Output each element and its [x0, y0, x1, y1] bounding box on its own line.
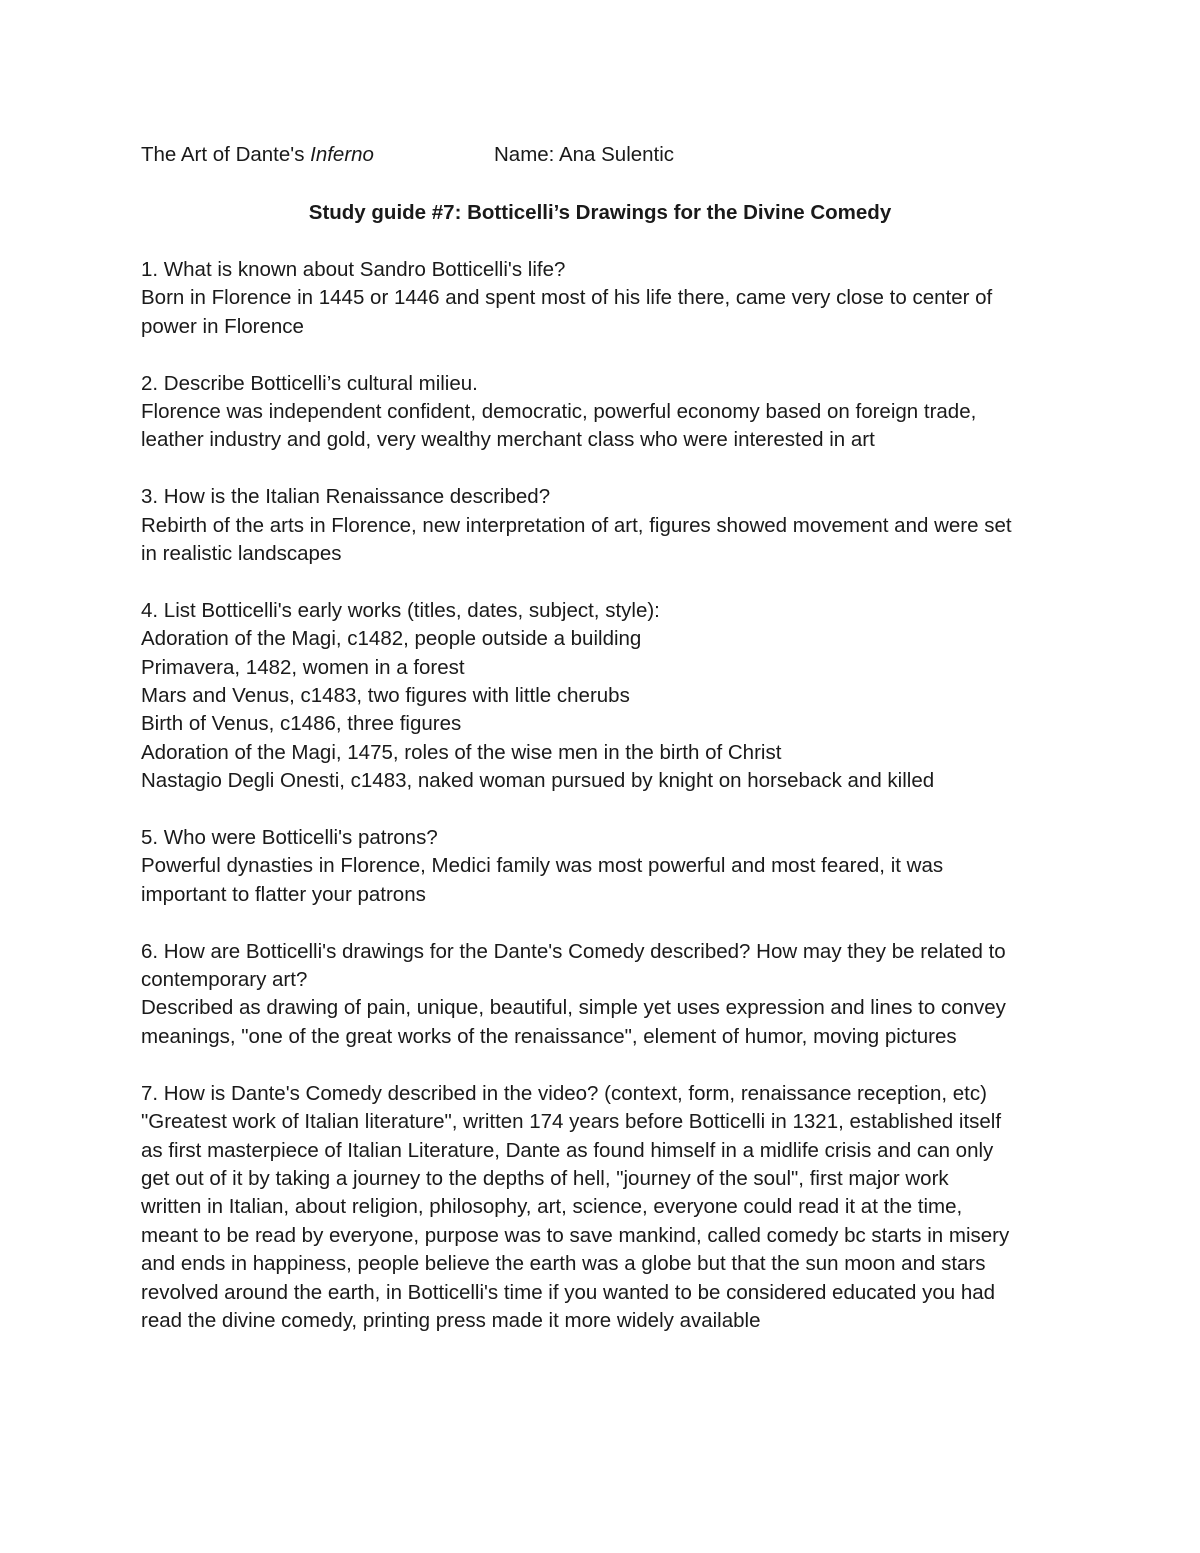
student-name: Name: Ana Sulentic [494, 143, 675, 166]
question-text: 4. List Botticelli's early works (titles, dates, subject, style): [141, 598, 660, 622]
answer-text [141, 398, 1071, 455]
course-title [141, 141, 374, 169]
answer-line: Powerful dynasties in Florence, Medici family was most powerful and most feared, it was [141, 854, 944, 878]
answer-text [141, 284, 1071, 341]
answer-line: leather industry and gold, very wealthy merchant class who were interested in art [141, 428, 875, 452]
answer-line: "Greatest work of Italian literature", written 174 years before Botticelli in 1321, established itself [141, 1110, 1002, 1134]
answer-line: Nastagio Degli Onesti, c1483, naked woman pursued by knight on horseback and killed [141, 769, 935, 793]
answer-line: revolved around the earth, in Botticelli's time if you wanted to be considered educated you had [141, 1280, 996, 1304]
course-title-prefix: The Art of Dante's [141, 143, 311, 166]
answer-line: Described as drawing of pain, unique, beautiful, simple yet uses expression and lines to convey [141, 996, 1006, 1020]
study-guide-content [141, 256, 1071, 1335]
answer-line: and ends in happiness, people believe the earth was a globe but that the sun moon and stars [141, 1252, 986, 1276]
answer-line: read the divine comedy, printing press made it more widely available [141, 1308, 761, 1332]
qa-item [141, 370, 1071, 455]
answer-text [141, 1108, 1071, 1335]
question-text: 2. Describe Botticelli’s cultural milieu. [141, 371, 478, 395]
qa-item [141, 1080, 1071, 1336]
question-text: 7. How is Dante's Comedy described in the video? (context, form, renaissance reception, etc) [141, 1081, 987, 1105]
answer-line: important to flatter your patrons [141, 882, 426, 906]
answer-line: as first masterpiece of Italian Literature, Dante as found himself in a midlife crisis and can only [141, 1138, 994, 1162]
answer-line: meant to be read by everyone, purpose was to save mankind, called comedy bc starts in misery [141, 1223, 1010, 1247]
answer-line: Primavera, 1482, women in a forest [141, 655, 465, 679]
question-text: 3. How is the Italian Renaissance described? [141, 485, 551, 509]
answer-line: meanings, "one of the great works of the renaissance", element of humor, moving pictures [141, 1024, 957, 1048]
course-title-italic: Inferno [310, 143, 374, 166]
page-title: Study guide #7: Botticelli’s Drawings for the Divine Comedy [308, 201, 892, 224]
question-text: 1. What is known about Sandro Botticelli's life? [141, 258, 566, 281]
question-text: 5. Who were Botticelli's patrons? [141, 826, 438, 850]
answer-line: Florence was independent confident, democratic, powerful economy based on foreign trade, [141, 400, 977, 424]
answer-text [141, 852, 1071, 909]
answer-line: Mars and Venus, c1483, two figures with little cherubs [141, 684, 630, 708]
answer-text [141, 994, 1071, 1051]
qa-item [141, 256, 1071, 341]
answer-line: power in Florence [141, 314, 304, 338]
qa-item [141, 938, 1071, 1052]
answer-line: Birth of Venus, c1486, three figures [141, 712, 462, 736]
answer-line: Adoration of the Magi, c1482, people outside a building [141, 627, 642, 651]
qa-item [141, 597, 1071, 796]
answer-line: Born in Florence in 1445 or 1446 and spent most of his life there, came very close to center of [141, 286, 993, 310]
answer-line: Adoration of the Magi, 1475, roles of the wise men in the birth of Christ [141, 740, 782, 764]
answer-line: Rebirth of the arts in Florence, new interpretation of art, figures showed movement and were set [141, 513, 1012, 537]
qa-item [141, 483, 1071, 568]
answer-line: in realistic landscapes [141, 542, 342, 566]
question-text: 6. How are Botticelli's drawings for the Dante's Comedy described? How may they be related to contemporary art? [141, 939, 1006, 992]
answer-line: written in Italian, about religion, philosophy, art, science, everyone could read it at the time, [141, 1195, 963, 1219]
answer-text [141, 512, 1071, 569]
answer-text [141, 625, 1071, 795]
qa-item [141, 824, 1071, 909]
answer-line: get out of it by taking a journey to the depths of hell, "journey of the soul", first major work [141, 1166, 949, 1190]
